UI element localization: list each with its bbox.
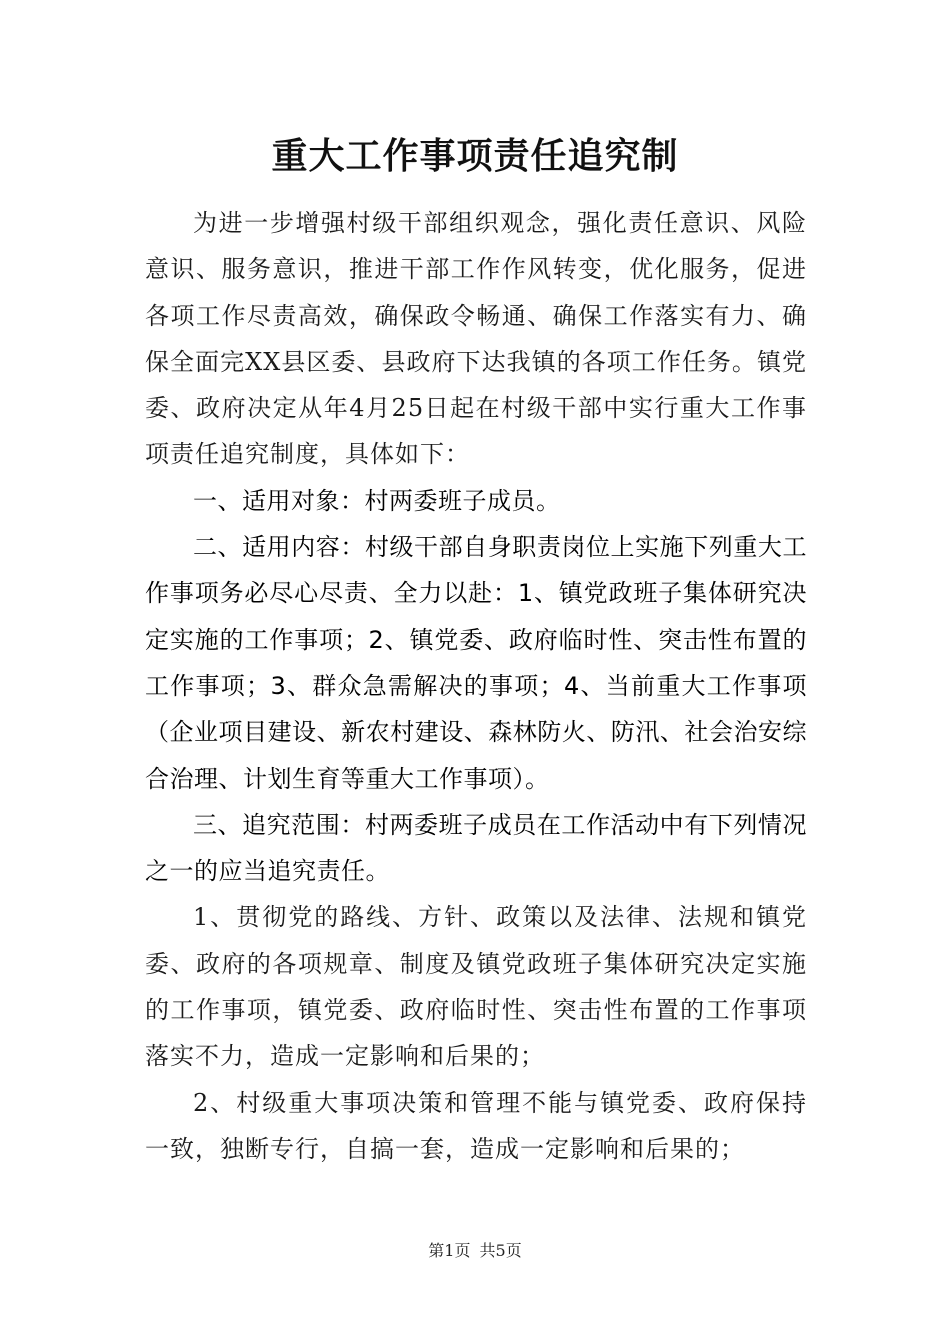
section-applicable-content: 二、适用内容：村级干部自身职责岗位上实施下列重大工作事项务必尽心尽责、全力以赴：1、镇党政班子集体研究决定实施的工作事项；2、镇党委、政府临时性、突击性布置的工作事项；3、群众急需解决的事项；4、当前重大工作事项（企业项目建设、新农村建设、森林防火、防汛、社会治安综合治理、计划生育等重大工作事项）。 xyxy=(145,533,807,793)
document-title: 重大工作事项责任追究制 xyxy=(271,135,679,177)
list-item-1: 1、贯彻党的路线、方针、政策以及法律、法规和镇党委、政府的各项规章、制度及镇党政班子集体研究决定实施的工作事项，镇党委、政府临时性、突击性布置的工作事项落实不力，造成一定影响和后果的； xyxy=(145,903,807,1071)
document-body xyxy=(145,200,807,1172)
section-applicable-scope: 一、适用对象：村两委班子成员。 xyxy=(193,486,561,515)
page-number-footer: 第1页 共5页 xyxy=(428,1241,522,1260)
list-item-2: 2、村级重大事项决策和管理不能与镇党委、政府保持一致，独断专行，自搞一套，造成一定影响和后果的； xyxy=(145,1088,807,1163)
intro-paragraph: 为进一步增强村级干部组织观念，强化责任意识、风险意识、服务意识，推进干部工作作风转变，优化服务，促进各项工作尽责高效，确保政令畅通、确保工作落实有力、确保全面完XX县区委、县政府下达我镇的各项工作任务。镇党委、政府决定从年4月25日起在村级干部中实行重大工作事项责任追究制度，具体如下： xyxy=(145,209,807,469)
section-accountability-scope: 三、追究范围：村两委班子成员在工作活动中有下列情况之一的应当追究责任。 xyxy=(145,810,807,886)
